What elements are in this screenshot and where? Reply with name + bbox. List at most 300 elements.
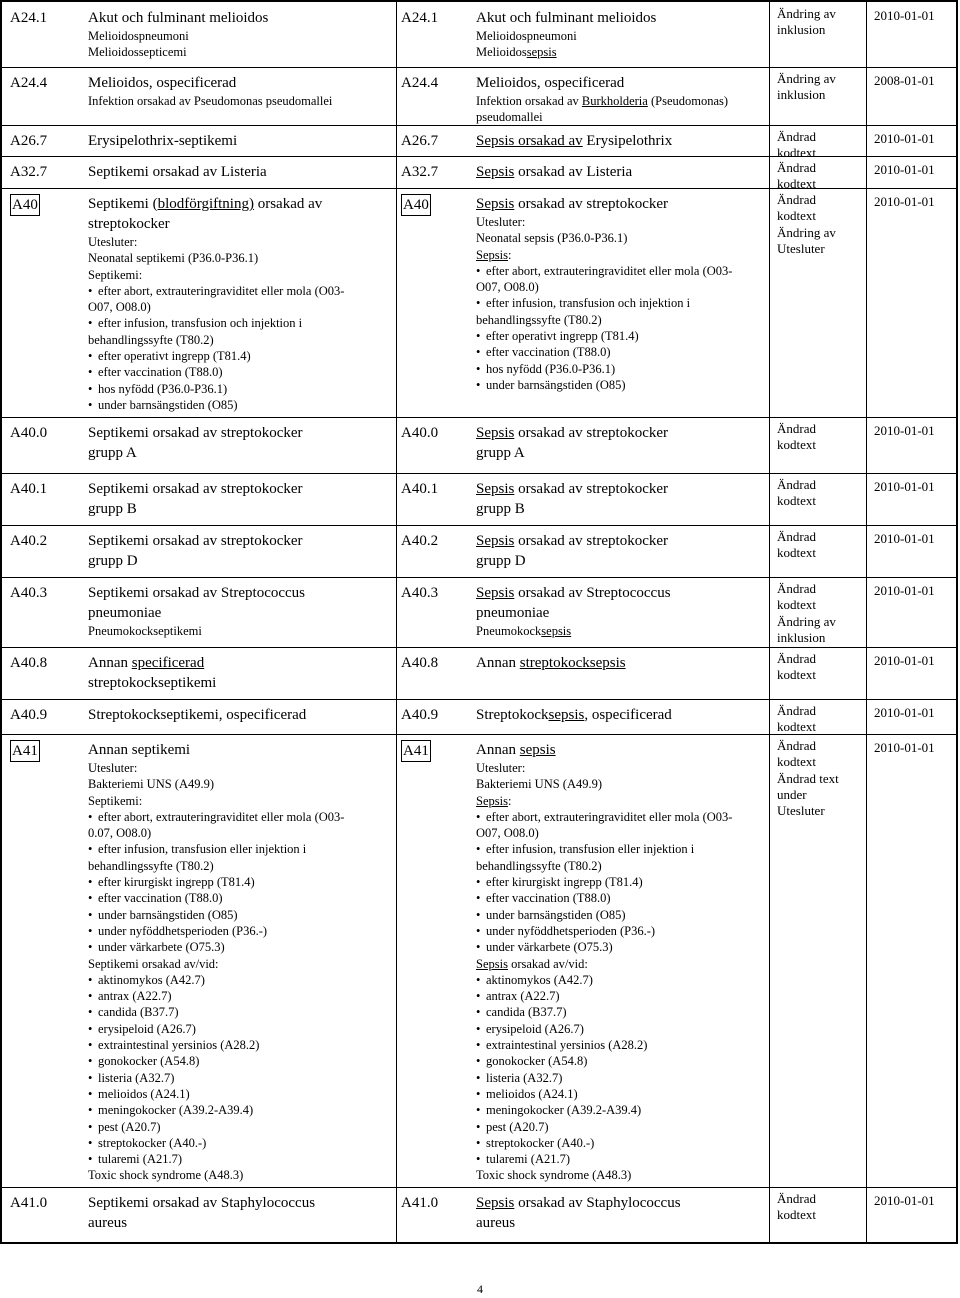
effective-date: 2010-01-01 — [874, 705, 935, 720]
title-old-line — [88, 653, 388, 673]
effective-date: 2010-01-01 — [874, 131, 935, 146]
change-type: under — [777, 786, 807, 802]
bullet-item: • gonokocker (A54.8) — [88, 1053, 388, 1069]
bullet-item: • efter vaccination (T88.0) — [476, 890, 766, 906]
text-run: orsakad av streptokocker — [514, 533, 669, 549]
underlined-text: sepsis — [548, 707, 585, 723]
effective-date: 2010-01-01 — [874, 653, 935, 668]
bullet-continuation: behandlingssyfte (T80.2) — [88, 858, 214, 873]
effective-date: 2010-01-01 — [874, 583, 935, 598]
title-old: Akut och fulminant melioidos — [88, 10, 269, 26]
title-new-line — [476, 603, 766, 623]
change-type-cell — [777, 192, 863, 257]
title-old-line — [88, 1213, 388, 1233]
text-run: Erysipelothrix — [582, 133, 673, 149]
code-old: A41 — [10, 740, 40, 762]
change-type: Ändrad text — [777, 770, 839, 786]
bullet-item: • efter kirurgiskt ingrepp (T81.4) — [88, 874, 388, 890]
title-old-cell — [88, 1193, 388, 1233]
title-new — [476, 705, 766, 725]
effective-date: 2010-01-01 — [874, 423, 935, 438]
text-run: , ospecificerad — [584, 707, 672, 723]
bullet-item: • extraintestinal yersinios (A28.2) — [476, 1037, 766, 1053]
change-type: Ändring av — [777, 224, 836, 240]
bullet-item: • pest (A20.7) — [88, 1119, 388, 1135]
title-new-line — [476, 443, 766, 463]
code-new: A40.1 — [401, 481, 439, 497]
bullet-item: • efter infusion, transfusion och injektion i — [476, 295, 766, 311]
title-new-cell — [476, 583, 766, 639]
title-old-line — [88, 531, 388, 551]
section-heading — [476, 956, 766, 972]
text-run: orsakad av — [253, 196, 323, 212]
code-new: A40.0 — [401, 425, 439, 441]
text-run: Annan — [88, 655, 132, 671]
change-type: Ändrad — [777, 581, 816, 596]
text-run: grupp D — [88, 553, 138, 569]
title-old-line — [88, 673, 388, 693]
text-run: pseudomallei — [476, 110, 543, 125]
bullet-item: • efter abort, extrauteringraviditet eller mola (O03- — [476, 263, 766, 279]
title-old: Melioidos, ospecificerad — [88, 75, 237, 91]
bullet-list — [476, 263, 766, 393]
bullet-continuation: O07, O08.0) — [476, 280, 539, 295]
bullet-list — [88, 283, 388, 413]
title-old-cell — [88, 653, 388, 693]
bullet-continuation: 0.07, O08.0) — [88, 826, 152, 841]
underlined-text: Burkholderia — [581, 94, 648, 108]
bullet-list — [88, 809, 388, 956]
code-old: A40.8 — [10, 655, 48, 671]
inclusion-old — [88, 44, 388, 60]
inclusion-new — [476, 93, 766, 109]
code-old: A32.7 — [10, 164, 48, 180]
title-old-cell — [88, 531, 388, 571]
underlined-text: Sepsis — [476, 247, 508, 262]
text-run: orsakad av Listeria — [514, 164, 633, 180]
inclusion-new — [476, 109, 766, 125]
code-old: A24.4 — [10, 75, 48, 91]
change-type-cell — [777, 703, 863, 736]
code-new: A41.0 — [401, 1195, 439, 1211]
title-old-cell — [88, 479, 388, 519]
change-type: kodtext — [777, 667, 816, 683]
bullet-item: • hos nyfödd (P36.0-P36.1) — [88, 381, 388, 397]
bullet-item: • under värkarbete (O75.3) — [476, 939, 766, 955]
change-type: inklusion — [777, 22, 826, 38]
bullet-item: • listeria (A32.7) — [476, 1070, 766, 1086]
code-new: A40.2 — [401, 533, 439, 549]
change-type-cell — [777, 581, 863, 646]
title-old-cell — [88, 423, 388, 463]
effective-date: 2010-01-01 — [874, 194, 935, 209]
title-old: Erysipelothrix-septikemi — [88, 133, 238, 149]
text-run: grupp B — [88, 501, 137, 517]
change-type-cell — [777, 6, 863, 39]
text-run: aureus — [88, 1215, 128, 1231]
row-divider — [2, 67, 956, 68]
change-type-cell — [777, 651, 863, 684]
text-run: Pneumokockseptikemi — [88, 624, 202, 638]
code-old: A24.1 — [10, 10, 48, 26]
change-type-cell — [777, 421, 863, 454]
bullet-continuation: behandlingssyfte (T80.2) — [88, 332, 214, 347]
bullet-continuation: behandlingssyfte (T80.2) — [476, 312, 602, 327]
change-type: Ändrad — [777, 651, 816, 666]
bullet-item: • efter abort, extrauteringraviditet eller mola (O03- — [88, 283, 388, 299]
text-run: Septikemi orsakad av Staphylococcus — [88, 1195, 316, 1211]
underlined-text: sepsis — [541, 624, 572, 638]
title-new-cell — [476, 423, 766, 463]
title-new-line — [476, 1193, 766, 1213]
change-type: kodtext — [777, 208, 816, 224]
underlined-text: Sepsis — [476, 585, 515, 601]
change-type: kodtext — [777, 145, 816, 161]
code-new: A40 — [401, 194, 431, 216]
bullet-item: • efter abort, extrauteringraviditet eller mola (O03- — [476, 809, 766, 825]
exclusion-heading: Utesluter: — [88, 235, 138, 249]
text-run: Pneumokock — [476, 624, 542, 638]
code-new: A40.9 — [401, 707, 439, 723]
title-new — [476, 740, 766, 760]
effective-date: 2010-01-01 — [874, 1193, 935, 1208]
title-old-cell — [88, 583, 388, 639]
title-new-cell — [476, 162, 766, 182]
title-new-cell — [476, 8, 766, 61]
effective-date: 2008-01-01 — [874, 73, 935, 88]
title-new-cell — [476, 531, 766, 571]
change-type-cell — [777, 71, 863, 104]
text-run: Melioidos — [476, 45, 527, 60]
bullet-item: • efter infusion, transfusion eller injektion i — [88, 841, 388, 857]
change-type: kodtext — [777, 176, 816, 192]
bullet-item: • listeria (A32.7) — [88, 1070, 388, 1086]
text-run: Septikemi: — [88, 793, 143, 808]
change-type: kodtext — [777, 437, 816, 453]
row-divider — [2, 417, 956, 418]
bullet-item: • candida (B37.7) — [476, 1004, 766, 1020]
bullet-item: • under barnsängstiden (O85) — [476, 907, 766, 923]
title-new-line — [476, 531, 766, 551]
effective-date: 2010-01-01 — [874, 162, 935, 177]
section-heading — [476, 247, 766, 263]
underlined-text: Sepsis — [476, 1195, 515, 1211]
title-new-line — [476, 194, 766, 214]
title-new: Akut och fulminant melioidos — [476, 10, 657, 26]
change-type-cell — [777, 529, 863, 562]
text-run: grupp A — [476, 445, 525, 461]
bullet-item: • candida (B37.7) — [88, 1004, 388, 1020]
trailing-text: Toxic shock syndrome (A48.3) — [476, 1168, 632, 1183]
text-run: orsakad av Staphylococcus — [514, 1195, 681, 1211]
title-new-cell — [476, 653, 766, 673]
underlined-text: Sepsis — [476, 956, 508, 971]
underlined-text: Sepsis — [476, 533, 515, 549]
change-type: Ändrad — [777, 738, 816, 753]
title-old-cell — [88, 194, 388, 413]
bullet-item: • efter vaccination (T88.0) — [88, 364, 388, 380]
bullet-item: • gonokocker (A54.8) — [476, 1053, 766, 1069]
bullet-item: • erysipeloid (A26.7) — [88, 1021, 388, 1037]
change-type: Ändring av — [777, 613, 836, 629]
text-run: Annan — [476, 655, 520, 671]
underlined-text: streptokocksepsis — [519, 655, 626, 671]
text-run: Melioidossepticemi — [88, 45, 187, 60]
bullet-item: • under barnsängstiden (O85) — [476, 377, 766, 393]
text-run: Melioidospneumoni — [476, 29, 577, 43]
change-type: Ändring av — [777, 71, 836, 86]
bullet-item: • efter operativt ingrepp (T81.4) — [88, 348, 388, 364]
code-new: A40.8 — [401, 655, 439, 671]
inclusion-new — [476, 28, 766, 44]
text-run: grupp A — [88, 445, 137, 461]
text-run: pneumoniae — [88, 605, 162, 621]
bullet-item: • under värkarbete (O75.3) — [88, 939, 388, 955]
title-old-cell — [88, 73, 388, 109]
title-new — [476, 131, 766, 151]
exclusion-heading: Utesluter: — [88, 761, 138, 775]
bullet-continuation: O07, O08.0) — [476, 826, 539, 841]
title-new-line — [476, 1213, 766, 1233]
title-old: Septikemi orsakad av Listeria — [88, 164, 267, 180]
title-old-line — [88, 443, 388, 463]
bullet-item: • efter vaccination (T88.0) — [88, 890, 388, 906]
exclusion-item: Neonatal septikemi (P36.0-P36.1) — [88, 251, 259, 266]
title-old: Annan septikemi — [88, 742, 191, 758]
text-run: orsakad av streptokocker — [514, 425, 669, 441]
text-run: orsakad av streptokocker — [514, 481, 669, 497]
change-type: kodtext — [777, 754, 816, 770]
section-heading — [88, 956, 388, 972]
title-new-line — [476, 423, 766, 443]
text-run: orsakad av streptokocker — [514, 196, 669, 212]
exclusion-item: Bakteriemi UNS (A49.9) — [88, 777, 215, 792]
bullet-item: • erysipeloid (A26.7) — [476, 1021, 766, 1037]
title-new-cell — [476, 1193, 766, 1233]
bullet-continuation: behandlingssyfte (T80.2) — [476, 858, 602, 873]
effective-date: 2010-01-01 — [874, 8, 935, 23]
code-old: A41.0 — [10, 1195, 48, 1211]
change-type: kodtext — [777, 1207, 816, 1223]
change-type: Ändrad — [777, 529, 816, 544]
change-type: Ändrad — [777, 192, 816, 207]
title-old-cell — [88, 740, 388, 1184]
row-divider — [2, 525, 956, 526]
text-run: Septikemi ( — [88, 196, 158, 212]
bullet-item: • efter vaccination (T88.0) — [476, 344, 766, 360]
bullet-item: • efter kirurgiskt ingrepp (T81.4) — [476, 874, 766, 890]
bullet-item: • melioidos (A24.1) — [476, 1086, 766, 1102]
underlined-text: specificerad — [131, 655, 205, 671]
code-old: A40.0 — [10, 425, 48, 441]
title-old-cell — [88, 705, 388, 725]
bullet-item: • antrax (A22.7) — [476, 988, 766, 1004]
change-type: Ändrad — [777, 421, 816, 436]
text-run: Septikemi orsakad av streptokocker — [88, 533, 303, 549]
bullet-item: • under barnsängstiden (O85) — [88, 397, 388, 413]
title-new-cell — [476, 194, 766, 393]
bullet-item: • efter infusion, transfusion och injektion i — [88, 315, 388, 331]
effective-date: 2010-01-01 — [874, 531, 935, 546]
title-old-line — [88, 423, 388, 443]
title-new-line — [476, 583, 766, 603]
bullet-item: • tularemi (A21.7) — [88, 1151, 388, 1167]
change-type-cell — [777, 1191, 863, 1224]
underlined-text: sepsis — [526, 45, 557, 60]
page-number: 4 — [477, 1282, 483, 1296]
title-old-line — [88, 603, 388, 623]
bullet-item: • extraintestinal yersinios (A28.2) — [88, 1037, 388, 1053]
bullet-continuation: O07, O08.0) — [88, 300, 151, 315]
bullet-item: • aktinomykos (A42.7) — [88, 972, 388, 988]
text-run: Septikemi: — [88, 267, 143, 282]
underlined-text: Sepsis — [476, 793, 508, 808]
bullet-list — [88, 972, 388, 1168]
change-type-cell — [777, 160, 863, 193]
exclusion-heading: Utesluter: — [476, 215, 526, 229]
row-divider — [2, 1187, 956, 1188]
title-old-line — [88, 583, 388, 603]
code-new: A26.7 — [401, 133, 439, 149]
code-new: A24.4 — [401, 75, 439, 91]
bullet-item: • meningokocker (A39.2-A39.4) — [88, 1102, 388, 1118]
change-type: Ändrad — [777, 477, 816, 492]
row-divider — [2, 699, 956, 700]
row-divider — [2, 473, 956, 474]
inclusion-new — [476, 623, 766, 639]
underlined-text: Sepsis — [476, 425, 515, 441]
title-old: Streptokockseptikemi, ospecificerad — [88, 707, 307, 723]
text-run: Streptokock — [476, 707, 549, 723]
text-run: streptokockseptikemi — [88, 675, 217, 691]
change-type: inklusion — [777, 87, 826, 103]
text-run: pneumoniae — [476, 605, 550, 621]
text-run: orsakad av/vid: — [507, 956, 588, 971]
title-new-cell — [476, 479, 766, 519]
title-old-cell — [88, 162, 388, 182]
change-type: kodtext — [777, 493, 816, 509]
text-run: Annan — [476, 742, 520, 758]
inclusion-old — [88, 28, 388, 44]
change-type: inklusion — [777, 629, 826, 645]
code-old: A40.3 — [10, 585, 48, 601]
row-divider — [2, 647, 956, 648]
title-new-cell — [476, 740, 766, 1184]
exclusion-heading: Utesluter: — [476, 761, 526, 775]
bullet-item: • antrax (A22.7) — [88, 988, 388, 1004]
section-heading — [476, 793, 766, 809]
text-run: Septikemi orsakad av Streptococcus — [88, 585, 306, 601]
code-new: A41 — [401, 740, 431, 762]
bullet-list — [476, 972, 766, 1168]
text-run: Infektion orsakad av — [476, 94, 582, 108]
code-old: A40.9 — [10, 707, 48, 723]
title-old-line — [88, 479, 388, 499]
bullet-item: • aktinomykos (A42.7) — [476, 972, 766, 988]
text-run: orsakad av Streptococcus — [514, 585, 671, 601]
change-type: Utesluter — [777, 240, 825, 256]
underlined-text: Sepsis — [476, 164, 515, 180]
title-new-line — [476, 479, 766, 499]
change-type: Ändrad — [777, 160, 816, 175]
title-old-line — [88, 1193, 388, 1213]
change-type: Ändrad — [777, 1191, 816, 1206]
underlined-text: Sepsis — [476, 196, 515, 212]
change-type: Ändring av — [777, 6, 836, 21]
code-new: A40.3 — [401, 585, 439, 601]
bullet-item: • under nyföddhetsperioden (P36.-) — [476, 923, 766, 939]
title-new-line — [476, 499, 766, 519]
title-old-line — [88, 194, 388, 214]
exclusion-item: Bakteriemi UNS (A49.9) — [476, 777, 603, 792]
bullet-item: • streptokocker (A40.-) — [476, 1135, 766, 1151]
title-new-cell — [476, 73, 766, 126]
title-new-line — [476, 653, 766, 673]
code-old: A26.7 — [10, 133, 48, 149]
text-run: grupp D — [476, 553, 526, 569]
text-run: grupp B — [476, 501, 525, 517]
bullet-item: • pest (A20.7) — [476, 1119, 766, 1135]
title-old-line — [88, 551, 388, 571]
bullet-item: • hos nyfödd (P36.0-P36.1) — [476, 361, 766, 377]
text-run: Septikemi orsakad av/vid: — [88, 956, 219, 971]
bullet-item: • efter infusion, transfusion eller injektion i — [476, 841, 766, 857]
underlined-text: sepsis — [519, 742, 556, 758]
text-run: : — [507, 793, 512, 808]
change-type: kodtext — [777, 597, 816, 613]
effective-date: 2010-01-01 — [874, 479, 935, 494]
bullet-item: • under barnsängstiden (O85) — [88, 907, 388, 923]
inclusion-old — [88, 93, 388, 109]
effective-date: 2010-01-01 — [874, 740, 935, 755]
change-type-cell — [777, 129, 863, 162]
section-heading — [88, 267, 388, 283]
text-run: aureus — [476, 1215, 516, 1231]
title-old-line — [88, 499, 388, 519]
exclusion-item: Neonatal sepsis (P36.0-P36.1) — [476, 231, 628, 246]
code-old: A40 — [10, 194, 40, 216]
section-heading — [88, 793, 388, 809]
code-old: A40.2 — [10, 533, 48, 549]
bullet-item: • streptokocker (A40.-) — [88, 1135, 388, 1151]
bullet-item: • tularemi (A21.7) — [476, 1151, 766, 1167]
change-type: kodtext — [777, 545, 816, 561]
code-old: A40.1 — [10, 481, 48, 497]
change-type-cell — [777, 738, 863, 819]
change-type-cell — [777, 477, 863, 510]
title-new: Melioidos, ospecificerad — [476, 75, 625, 91]
change-type: kodtext — [777, 719, 816, 735]
bullet-item: • efter operativt ingrepp (T81.4) — [476, 328, 766, 344]
row-divider — [2, 577, 956, 578]
inclusion-new — [476, 44, 766, 60]
text-run: Septikemi orsakad av streptokocker — [88, 425, 303, 441]
change-type: Utesluter — [777, 803, 825, 819]
title-new-cell — [476, 705, 766, 725]
code-new: A32.7 — [401, 164, 439, 180]
text-run: streptokocker — [88, 216, 170, 232]
title-old-line — [88, 214, 388, 234]
title-new-line — [476, 551, 766, 571]
title-new — [476, 162, 766, 182]
title-new-cell — [476, 131, 766, 151]
text-run: Melioidospneumoni — [88, 29, 189, 43]
change-type: Ändrad — [777, 703, 816, 718]
underlined-text: Sepsis orsakad av — [476, 133, 583, 149]
text-run: : — [507, 247, 512, 262]
trailing-text: Toxic shock syndrome (A48.3) — [88, 1168, 244, 1183]
inclusion-old — [88, 623, 388, 639]
